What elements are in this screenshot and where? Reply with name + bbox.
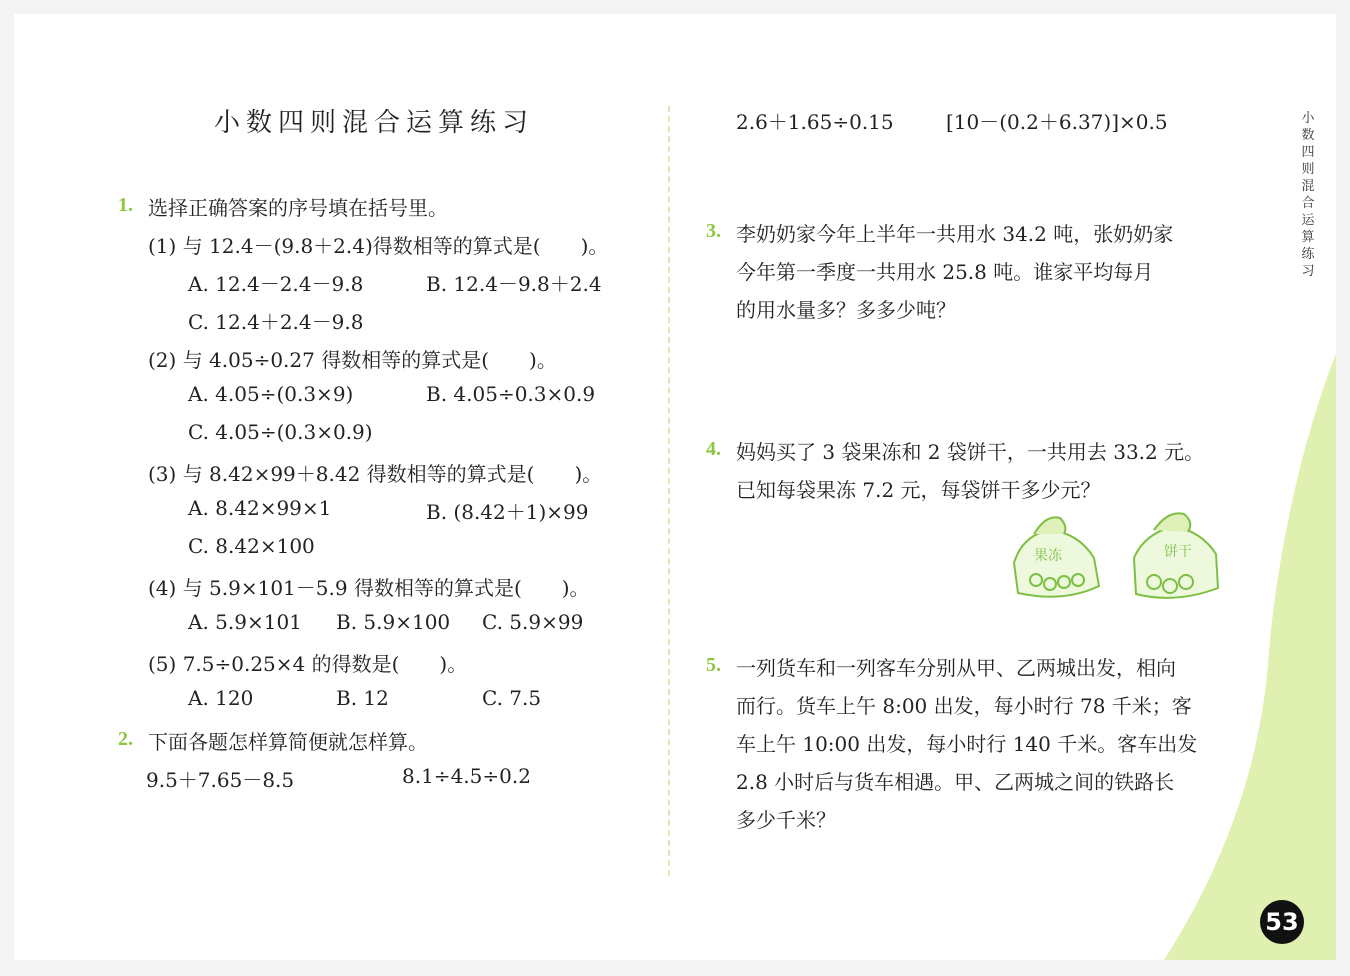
side-tab-char: 小 bbox=[1301, 111, 1315, 126]
jelly-bag-icon bbox=[1014, 517, 1099, 596]
q1-3-option-c: C. 8.42×100 bbox=[188, 534, 315, 558]
side-tab-char: 混 bbox=[1301, 179, 1315, 194]
side-tab-char: 合 bbox=[1301, 196, 1315, 211]
q2-prompt: 下面各题怎样算简便就怎样算。 bbox=[148, 730, 428, 754]
q1-2-option-b: B. 4.05÷0.3×0.9 bbox=[426, 382, 596, 406]
biscuit-bag-icon bbox=[1134, 513, 1218, 598]
q5-number: 5. bbox=[706, 654, 721, 676]
q1-5-option-a: A. 120 bbox=[188, 686, 254, 710]
q1-1-option-a: A. 12.4－2.4－9.8 bbox=[188, 272, 364, 296]
q1-4-option-c: C. 5.9×99 bbox=[482, 610, 584, 634]
page-title: 小数四则混合运算练习 bbox=[214, 108, 535, 138]
biscuit-bag-label: 饼干 bbox=[1164, 544, 1192, 560]
green-swoosh-decoration bbox=[14, 14, 1336, 960]
q1-3-option-a: A. 8.42×99×1 bbox=[188, 496, 332, 520]
q1-2-stem: (2) 与 4.05÷0.27 得数相等的算式是( )。 bbox=[148, 348, 557, 372]
q4-number: 4. bbox=[706, 438, 721, 460]
q1-1-stem: (1) 与 12.4－(9.8＋2.4)得数相等的算式是( )。 bbox=[148, 234, 609, 258]
q5-line-5: 多少千米？ bbox=[736, 808, 836, 832]
q1-2-option-c: C. 4.05÷(0.3×0.9) bbox=[188, 420, 373, 444]
q1-number: 1. bbox=[118, 194, 133, 216]
q2-number: 2. bbox=[118, 728, 133, 750]
q2-expression-2: 8.1÷4.5÷0.2 bbox=[402, 764, 531, 788]
q5-line-3: 车上午 10:00 出发，每小时行 140 千米。客车出发 bbox=[736, 732, 1198, 756]
q1-5-option-c: C. 7.5 bbox=[482, 686, 542, 710]
q1-4-option-b: B. 5.9×100 bbox=[336, 610, 451, 634]
section-side-tab bbox=[1298, 110, 1318, 280]
q1-5-option-b: B. 12 bbox=[336, 686, 389, 710]
side-tab-char: 练 bbox=[1301, 247, 1315, 262]
snack-bags-illustration bbox=[1004, 508, 1234, 608]
q1-5-stem: (5) 7.5÷0.25×4 的得数是( )。 bbox=[148, 652, 468, 676]
q1-2-option-a: A. 4.05÷(0.3×9) bbox=[188, 382, 354, 406]
jelly-bag-label: 果冻 bbox=[1034, 548, 1062, 564]
q5-line-4: 2.8 小时后与货车相遇。甲、乙两城之间的铁路长 bbox=[736, 770, 1175, 794]
q4-line-1: 妈妈买了 3 袋果冻和 2 袋饼干，一共用去 33.2 元。 bbox=[736, 440, 1205, 464]
side-tab-char: 运 bbox=[1301, 213, 1315, 228]
side-tab-char: 习 bbox=[1301, 264, 1315, 279]
q1-3-option-b: B. (8.42＋1)×99 bbox=[426, 500, 589, 524]
page-divider bbox=[668, 106, 674, 876]
q1-4-stem: (4) 与 5.9×101－5.9 得数相等的算式是( )。 bbox=[148, 576, 590, 600]
page-number-badge: 53 bbox=[1260, 900, 1304, 944]
side-tab-char: 数 bbox=[1301, 128, 1315, 143]
side-tab-char: 四 bbox=[1301, 145, 1315, 160]
q2-expression-1: 9.5＋7.65－8.5 bbox=[146, 768, 295, 792]
q2-expression-3: 2.6＋1.65÷0.15 bbox=[736, 110, 894, 134]
q1-3-stem: (3) 与 8.42×99＋8.42 得数相等的算式是( )。 bbox=[148, 462, 603, 486]
q3-number: 3. bbox=[706, 220, 721, 242]
q1-1-option-c: C. 12.4＋2.4－9.8 bbox=[188, 310, 364, 334]
q3-line-3: 的用水量多？多多少吨？ bbox=[736, 298, 956, 322]
workbook-page bbox=[14, 14, 1336, 960]
q1-prompt: 选择正确答案的序号填在括号里。 bbox=[148, 196, 448, 220]
side-tab-char: 则 bbox=[1301, 162, 1315, 177]
q5-line-2: 而行。货车上午 8:00 出发，每小时行 78 千米；客 bbox=[736, 694, 1192, 718]
side-tab-char: 算 bbox=[1301, 230, 1315, 245]
q4-line-2: 已知每袋果冻 7.2 元，每袋饼干多少元？ bbox=[736, 478, 1101, 502]
q1-4-option-a: A. 5.9×101 bbox=[188, 610, 302, 634]
q2-expression-4: [10－(0.2＋6.37)]×0.5 bbox=[946, 110, 1168, 134]
q3-line-2: 今年第一季度一共用水 25.8 吨。谁家平均每月 bbox=[736, 260, 1154, 284]
q1-1-option-b: B. 12.4－9.8＋2.4 bbox=[426, 272, 602, 296]
q5-line-1: 一列货车和一列客车分别从甲、乙两城出发，相向 bbox=[736, 656, 1176, 680]
q3-line-1: 李奶奶家今年上半年一共用水 34.2 吨，张奶奶家 bbox=[736, 222, 1174, 246]
